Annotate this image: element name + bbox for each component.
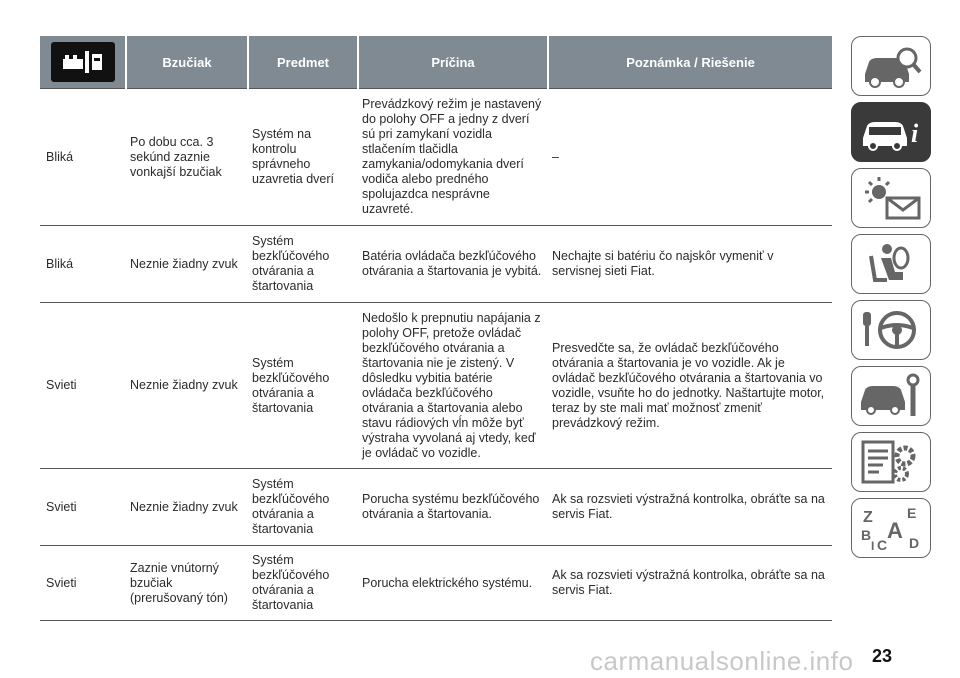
index-letter-e: E [907, 505, 917, 521]
alphabet-index-icon [857, 504, 925, 552]
index-letter-d: D [909, 535, 920, 551]
cell-cause: Prevádzkový režim je nastavený do polohy OFF a jedny z dverí sú pri zamykaní vozidla stlačením tlačidla zamykania/odomykania dverí vodiča alebo predného spolujazdca nesprávne uzavreté. [358, 89, 548, 226]
cell-subject: Systém na kontrolu správneho uzavretia dverí [248, 89, 358, 226]
cell-cause: Batéria ovládača bezkľúčového otvárania a štartovania je vybitá. [358, 226, 548, 303]
tab-index[interactable] [851, 498, 931, 558]
header-cause: Príčina [358, 36, 548, 89]
tab-starting-driving[interactable] [851, 300, 931, 360]
cell-buzzer: Neznie žiadny zvuk [126, 469, 248, 546]
table-row [40, 303, 832, 469]
cell-buzzer: Zaznie vnútorný bzučiak (prerušovaný tón) [126, 546, 248, 621]
table-row [40, 89, 832, 226]
watermark: carmanualsonline.info [590, 646, 854, 676]
tab-emergency[interactable] [851, 366, 931, 426]
cell-cause: Porucha elektrického systému. [358, 546, 548, 621]
cell-subject: Systém bezkľúčového otvárania a štartovania [248, 303, 358, 469]
airbag-seat-icon [857, 240, 925, 288]
warning-light-message-icon [857, 174, 925, 222]
key-warning-icon [51, 42, 115, 82]
warnings-table [40, 36, 832, 621]
tab-warning-lights[interactable] [851, 168, 931, 228]
cell-note: – [548, 89, 832, 226]
cell-light: Bliká [40, 89, 126, 226]
header-icon-cell [40, 36, 126, 89]
index-letter-b: B [861, 527, 872, 543]
index-letter-c: C [877, 537, 888, 552]
key-steering-wheel-icon [857, 306, 925, 354]
cell-buzzer: Neznie žiadny zvuk [126, 226, 248, 303]
header-note: Poznámka / Riešenie [548, 36, 832, 89]
cell-note: Ak sa rozsvieti výstražná kontrolka, obráťte sa na servis Fiat. [548, 469, 832, 546]
cell-cause: Nedošlo k prepnutiu napájania z polohy OFF, pretože ovládač bezkľúčového otvárania a štartovania nie je zistený. V dôsledku vybitia batérie ovládača bezkľúčového otvárania a štartovania alebo stavu rádiových vĺn môže byť výstraha vyvolaná aj vtedy, keď je ovládač vo vozidle. [358, 303, 548, 469]
cell-buzzer: Po dobu cca. 3 sekúnd zaznie vonkajší bzučiak [126, 89, 248, 226]
cell-subject: Systém bezkľúčového otvárania a štartovania [248, 469, 358, 546]
header-buzzer: Bzučiak [126, 36, 248, 89]
cell-cause: Porucha systému bezkľúčového otvárania a štartovania. [358, 469, 548, 546]
svg-text:i: i [911, 119, 919, 148]
index-letter-a: A [887, 518, 903, 543]
cell-note: Ak sa rozsvieti výstražná kontrolka, obráťte sa na servis Fiat. [548, 546, 832, 621]
header-subject: Predmet [248, 36, 358, 89]
cell-light: Bliká [40, 226, 126, 303]
table-header-row [40, 36, 832, 89]
tab-technical-data[interactable] [851, 432, 931, 492]
index-letter-i: I [871, 539, 875, 552]
cell-note: Nechajte si batériu čo najskôr vymeniť v servisnej sieti Fiat. [548, 226, 832, 303]
cell-light: Svieti [40, 546, 126, 621]
table-row [40, 226, 832, 303]
cell-light: Svieti [40, 303, 126, 469]
tab-car-search[interactable] [851, 36, 931, 96]
cell-note: Presvedčte sa, že ovládač bezkľúčového otvárania a štartovania je vo vozidle. Ak je ovládač bezkľúčového otvárania a štartovania vo vozidle, vsuňte ho do jednotky. Naštartujte motor, teraz by ste mali mať možnosť zmeniť prevádzkový režim. [548, 303, 832, 469]
tab-safety[interactable] [851, 234, 931, 294]
index-letter-z: Z [863, 509, 873, 526]
car-search-icon [857, 42, 925, 90]
table-row [40, 546, 832, 621]
car-wrench-icon [857, 372, 925, 420]
cell-buzzer: Neznie žiadny zvuk [126, 303, 248, 469]
car-info-icon [857, 108, 925, 156]
data-gears-icon [857, 438, 925, 486]
cell-light: Svieti [40, 469, 126, 546]
tab-car-info[interactable] [851, 102, 931, 162]
cell-subject: Systém bezkľúčového otvárania a štartovania [248, 546, 358, 621]
page-number: 23 [872, 646, 893, 666]
table-row [40, 469, 832, 546]
chapter-sidebar [851, 36, 933, 564]
cell-subject: Systém bezkľúčového otvárania a štartovania [248, 226, 358, 303]
